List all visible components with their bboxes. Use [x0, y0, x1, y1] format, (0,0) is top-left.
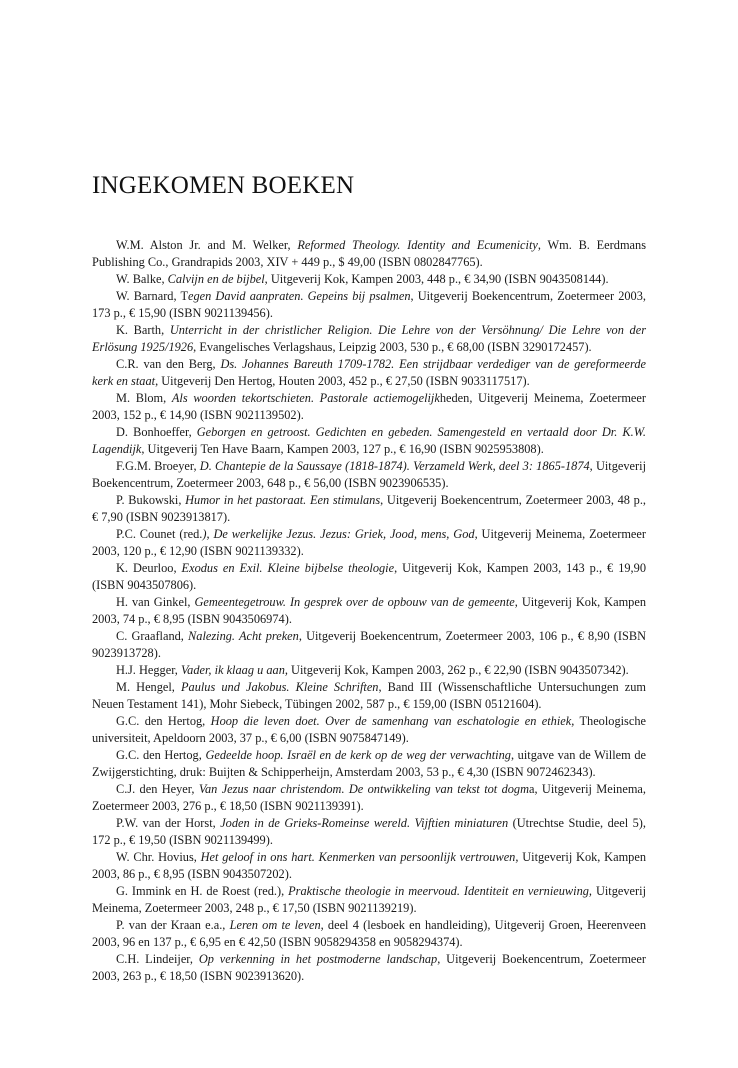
book-title: Geborgen en getroost. Gedichten en gebeden. Samengesteld en vertaald door Dr. K.W. Lagendijk — [92, 425, 646, 456]
book-author: K. Barth, — [116, 323, 170, 337]
book-author: P. Bukowski, — [116, 493, 186, 507]
book-details: Theologische universiteit, Apeldoorn 2003, 37 p., € 6,00 (ISBN 9075847149). — [92, 714, 646, 745]
book-details: , Uitgeverij Kok, Kampen 2003, 448 p., € 34,90 (ISBN 9043508144). — [264, 272, 609, 286]
book-title: Hoop die leven doet. Over de samenhang van eschatologie en ethiek, — [210, 714, 575, 728]
book-author: H.J. Hegger, — [116, 663, 181, 677]
book-entry — [92, 679, 646, 713]
book-author: M. Hengel, — [116, 680, 181, 694]
book-details: , Uitgeverij Boekencentrum, Zoetermeer 2003, 648 p., € 56,00 (ISBN 9023906535). — [92, 459, 647, 490]
book-entry — [92, 917, 646, 951]
book-author: D. Bonhoeffer, — [116, 425, 197, 439]
book-author: W. Balke, — [116, 272, 168, 286]
book-author: C.J. den Heyer, — [116, 782, 199, 796]
book-entry — [92, 662, 646, 679]
book-author: W. Chr. Hovius, — [116, 850, 201, 864]
book-title: Gemeentegetrouw. In gesprek over de opbouw van de gemeente — [194, 595, 515, 609]
book-details: Uitgeverij Kok, Kampen 2003, 86 p., € 8,95 (ISBN 9043507202). — [92, 850, 646, 881]
book-entry — [92, 458, 646, 492]
page-title: INGEKOMEN BOEKEN — [92, 172, 355, 199]
book-author: G. Immink en H. de Roest (red.), — [116, 884, 289, 898]
book-entry — [92, 628, 646, 662]
book-details: , Uitgeverij Den Hertog, Houten 2003, 452 p., € 27,50 (ISBN 9033117517). — [155, 374, 530, 388]
book-title: Als woorden tekortschieten. Pastorale actiemogelijk — [171, 391, 440, 405]
book-title: Praktische theologie in meervoud. Identiteit en vernieuwing, — [288, 884, 593, 898]
book-details: , uitgave van de Willem de Zwijgerstichting, druk: Buijten & Schipperheijn, Amsterdam 2003, 53 p., € 4,30 (ISBN 9072462343). — [92, 748, 646, 779]
book-entry — [92, 424, 646, 458]
book-title: D. Chantepie de la Saussaye (1818-1874). Verzameld Werk, deel 3: 1865-1874 — [199, 459, 590, 473]
book-title: Exodus en Exil. Kleine bijbelse theologie — [181, 561, 395, 575]
book-entry — [92, 322, 646, 356]
book-entry — [92, 849, 646, 883]
book-author: C.R. van den Berg, — [116, 357, 221, 371]
book-entry — [92, 815, 646, 849]
book-title: Nalezing. Acht preken — [188, 629, 299, 643]
book-author: P.C. Counet (red. — [116, 527, 203, 541]
book-author: M. Blom, — [116, 391, 172, 405]
book-title: Ds. Johannes Bareuth 1709-1782. Een strijdbaar verdediger van de gereformeerde kerk en staat — [92, 357, 647, 388]
book-title: Joden in de Grieks-Romeinse wereld. Vijftien miniaturen — [220, 816, 509, 830]
book-title: Paulus und Jakobus. Kleine Schriften — [180, 680, 379, 694]
book-entry — [92, 747, 646, 781]
book-author: P.W. van der Horst, — [116, 816, 221, 830]
book-title: Op verkenning in het postmoderne landschap — [198, 952, 438, 966]
book-entry — [92, 526, 646, 560]
book-details: Uitgeverij Kok, Kampen 2003, 262 p., € 22,90 (ISBN 9043507342). — [287, 663, 629, 677]
book-title: Vader, ik klaag u aan, — [180, 663, 288, 677]
book-details: Uitgeverij Meinema, Zoetermeer 2003, 248 p., € 17,50 (ISBN 9021139219). — [92, 884, 646, 915]
book-author: G.C. den Hertog, — [116, 748, 206, 762]
book-entry — [92, 594, 646, 628]
book-details: , Wm. B. Eerdmans Publishing Co., Grandrapids 2003, XIV + 449 p., $ 49,00 (ISBN 0802847765). — [92, 238, 647, 269]
book-author: W. Barnard, T — [116, 289, 188, 303]
book-details: , Uitgeverij Ten Have Baarn, Kampen 2003, 127 p., € 16,90 (ISBN 9025953808). — [141, 442, 544, 456]
book-details: , Uitgeverij Kok, Kampen 2003, 74 p., € 8,95 (ISBN 9043506974). — [92, 595, 646, 626]
book-entry — [92, 492, 646, 526]
book-entry — [92, 951, 646, 985]
book-title: Reformed Theology. Identity and Ecumenicity — [297, 238, 538, 252]
book-title: Het geloof in ons hart. Kenmerken van persoonlijk vertrouwen, — [200, 850, 519, 864]
book-author: W.M. Alston Jr. and M. Welker, — [116, 238, 298, 252]
book-title: egen David aanpraten. Gepeins bij psalmen — [188, 289, 411, 303]
book-details: (Utrechtse Studie, deel 5), 172 p., € 19,50 (ISBN 9021139499). — [92, 816, 647, 847]
book-details: , Uitgeverij Kok, Kampen 2003, 143 p., € 19,90 (ISBN 9043507806). — [92, 561, 646, 592]
book-author: F.G.M. Broeyer, — [116, 459, 200, 473]
book-details: a, Uitgeverij Meinema, Zoetermeer 2003, 276 p., € 18,50 (ISBN 9021139391). — [92, 782, 647, 813]
book-author: K. Deurloo, — [116, 561, 182, 575]
book-title: Calvijn en de bijbel — [167, 272, 265, 286]
book-author: H. van Ginkel, — [116, 595, 195, 609]
book-title: Leren om te leven, — [229, 918, 324, 932]
book-entry — [92, 356, 646, 390]
book-entry — [92, 237, 646, 271]
book-entry — [92, 560, 646, 594]
book-entry — [92, 781, 646, 815]
book-title: Van Jezus naar christendom. De ontwikkeling van tekst tot dogm — [198, 782, 529, 796]
book-entry — [92, 713, 646, 747]
book-author: G.C. den Hertog, — [116, 714, 211, 728]
book-title: Gedeelde hoop. Israël en de kerk op de weg der verwachting — [205, 748, 511, 762]
book-entry — [92, 288, 646, 322]
book-title: Unterricht in der christlicher Religion. Die Lehre von der Versöhnung/ Die Lehre von der Erlösung 1925/1926 — [92, 323, 647, 354]
book-list — [92, 237, 646, 985]
book-details: , Uitgeverij Boekencentrum, Zoetermeer 2003, 263 p., € 18,50 (ISBN 9023913620). — [92, 952, 647, 983]
book-details: , Band III (Wissenschaftliche Untersuchungen zum Neuen Testament 141), Mohr Siebeck, Tübingen 2002, 587 p., € 159,00 (ISBN 05121604). — [92, 680, 646, 711]
book-details: deel 4 (lesboek en handleiding), Uitgeverij Groen, Heerenveen 2003, 96 en 137 p., € 6,95 en € 42,50 (ISBN 9058294358 en 9058294374). — [92, 918, 647, 949]
book-author: P. van der Kraan e.a., — [116, 918, 230, 932]
book-details: , Uitgeverij Boekencentrum, Zoetermeer 2003, 48 p., € 7,90 (ISBN 9023913817). — [92, 493, 646, 524]
book-details: heden, Uitgeverij Meinema, Zoetermeer 2003, 152 p., € 14,90 (ISBN 9021139502). — [92, 391, 646, 422]
book-entry — [92, 883, 646, 917]
book-entry — [92, 390, 646, 424]
book-details: , Evangelisches Verlagshaus, Leipzig 2003, 530 p., € 68,00 (ISBN 3290172457). — [193, 340, 592, 354]
book-author: C.H. Lindeijer, — [116, 952, 199, 966]
book-details: , Uitgeverij Boekencentrum, Zoetermeer 2003, 106 p., € 8,90 (ISBN 9023913728). — [92, 629, 647, 660]
book-details: , Uitgeverij Boekencentrum, Zoetermeer 2003, 173 p., € 15,90 (ISBN 9021139456). — [92, 289, 646, 320]
book-title: ), De werkelijke Jezus. Jezus: Griek, Jood, mens, God — [202, 527, 475, 541]
book-title: Humor in het pastoraat. Een stimulans — [185, 493, 381, 507]
book-entry — [92, 271, 646, 288]
book-details: , Uitgeverij Meinema, Zoetermeer 2003, 120 p., € 12,90 (ISBN 9021139332). — [92, 527, 646, 558]
book-author: C. Graafland, — [116, 629, 189, 643]
